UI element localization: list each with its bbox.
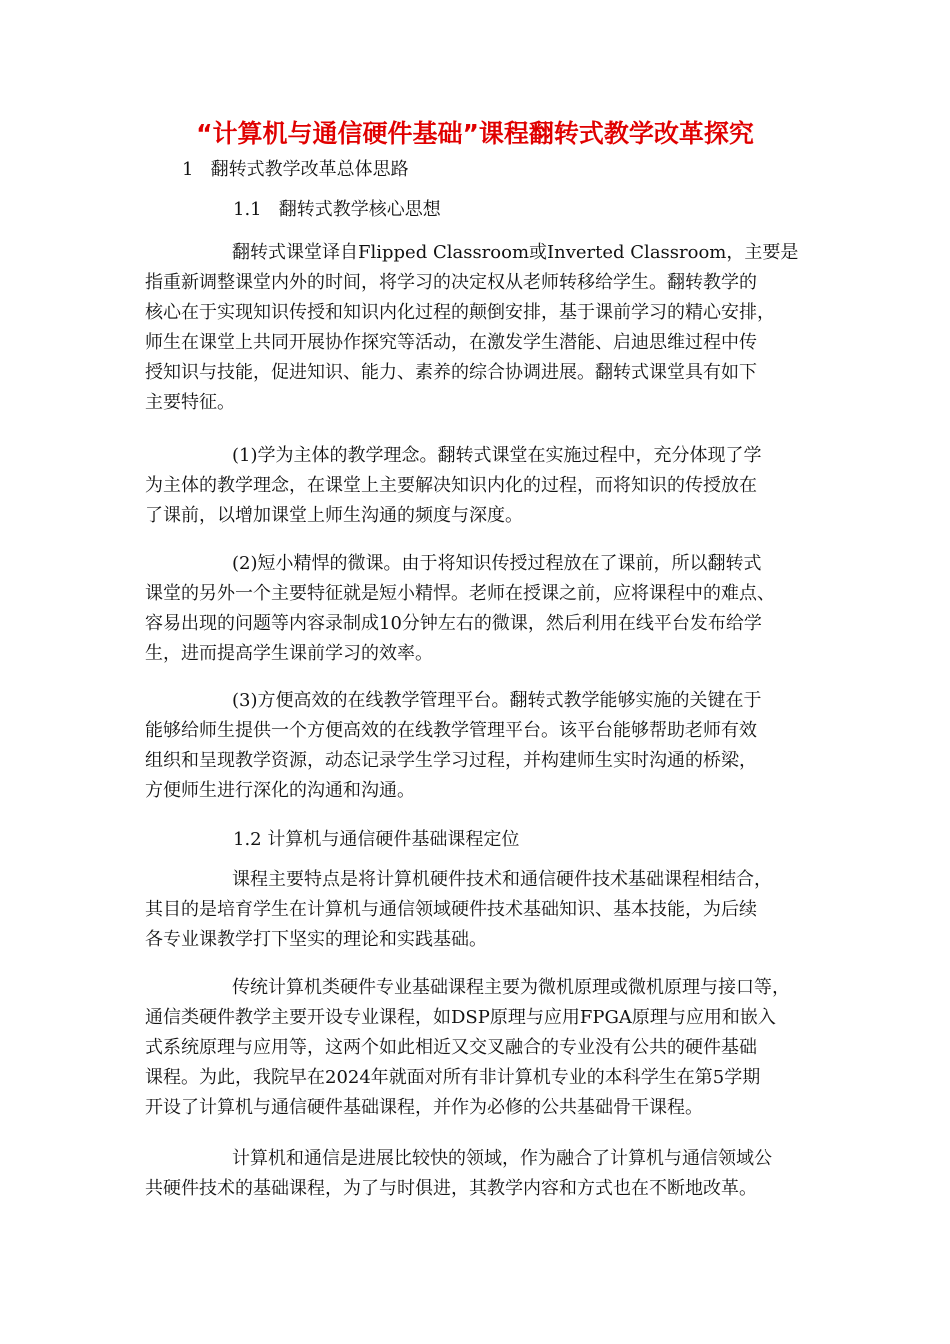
paragraph-line: 为主体的教学理念，在课堂上主要解决知识内化的过程，而将知识的传授放在 (145, 475, 757, 496)
paragraph-line: 容易出现的问题等内容录制成10分钟左右的微课，然后利用在线平台发布给学 (145, 613, 762, 634)
paragraph-line: 开设了计算机与通信硬件基础课程，并作为必修的公共基础骨干课程。 (145, 1097, 703, 1118)
paragraph-course-features (145, 865, 805, 955)
paragraph-line: 课堂的另外一个主要特征就是短小精悍。老师在授课之前，应将课程中的难点、 (145, 583, 775, 604)
paragraph-line: 授知识与技能，促进知识、能力、素养的综合协调进展。翻转式课堂具有如下 (145, 362, 757, 383)
paragraph-line: 其目的是培育学生在计算机与通信领域硬件技术基础知识、基本技能，为后续 (145, 899, 757, 920)
paragraph-line: 共硬件技术的基础课程，为了与时俱进，其教学内容和方式也在不断地改革。 (145, 1178, 757, 1199)
paragraph-line: 课程主要特点是将计算机硬件技术和通信硬件技术基础课程相结合， (232, 869, 772, 890)
paragraph-line: 通信类硬件教学主要开设专业课程，如DSP原理与应用FPGA原理与应用和嵌入 (145, 1007, 776, 1028)
document-title: “计算机与通信硬件基础”课程翻转式教学改革探究 (196, 119, 754, 148)
paragraph-flipped-classroom-intro (145, 238, 805, 418)
paragraph-feature-2 (145, 549, 805, 669)
paragraph-line: 核心在于实现知识传授和知识内化过程的颠倒安排，基于课前学习的精心安排， (145, 302, 775, 323)
paragraph-line: 师生在课堂上共同开展协作探究等活动，在激发学生潜能、启迪思维过程中传 (145, 332, 757, 353)
paragraph-line: 指重新调整课堂内外的时间，将学习的决定权从老师转移给学生。翻转教学的 (145, 272, 757, 293)
section-heading-1-2: 1.2 计算机与通信硬件基础课程定位 (233, 829, 520, 850)
paragraph-line: 计算机和通信是进展比较快的领域，作为融合了计算机与通信领域公 (232, 1148, 772, 1169)
paragraph-line: (1)学为主体的教学理念。翻转式课堂在实施过程中，充分体现了学 (232, 445, 762, 466)
paragraph-line: 了课前，以增加课堂上师生沟通的频度与深度。 (145, 505, 523, 526)
paragraph-line: 传统计算机类硬件专业基础课程主要为微机原理或微机原理与接口等， (232, 977, 790, 998)
paragraph-line: (2)短小精悍的微课。由于将知识传授过程放在了课前，所以翻转式 (232, 553, 762, 574)
paragraph-line: 生，进而提高学生课前学习的效率。 (145, 643, 433, 664)
paragraph-line: 式系统原理与应用等，这两个如此相近又交叉融合的专业没有公共的硬件基础 (145, 1037, 757, 1058)
paragraph-traditional-courses (145, 973, 805, 1123)
paragraph-feature-1 (145, 441, 805, 531)
section-heading-1: 1 翻转式教学改革总体思路 (182, 159, 409, 180)
section-heading-1-1: 1.1 翻转式教学核心思想 (233, 199, 441, 220)
paragraph-line: (3)方便高效的在线教学管理平台。翻转式教学能够实施的关键在于 (232, 690, 762, 711)
paragraph-evolving-field (145, 1144, 805, 1204)
paragraph-line: 方便师生进行深化的沟通和沟通。 (145, 780, 415, 801)
paragraph-line: 能够给师生提供一个方便高效的在线教学管理平台。该平台能够帮助老师有效 (145, 720, 757, 741)
paragraph-line: 课程。为此，我院早在2024年就面对所有非计算机专业的本科学生在第5学期 (145, 1067, 761, 1088)
paragraph-line: 翻转式课堂译自Flipped Classroom或Inverted Classroom，主要是 (232, 242, 799, 263)
paragraph-line: 组织和呈现教学资源，动态记录学生学习过程，并构建师生实时沟通的桥梁， (145, 750, 757, 771)
paragraph-feature-3 (145, 686, 805, 806)
paragraph-line: 主要特征。 (145, 392, 235, 413)
paragraph-line: 各专业课教学打下坚实的理论和实践基础。 (145, 929, 487, 950)
